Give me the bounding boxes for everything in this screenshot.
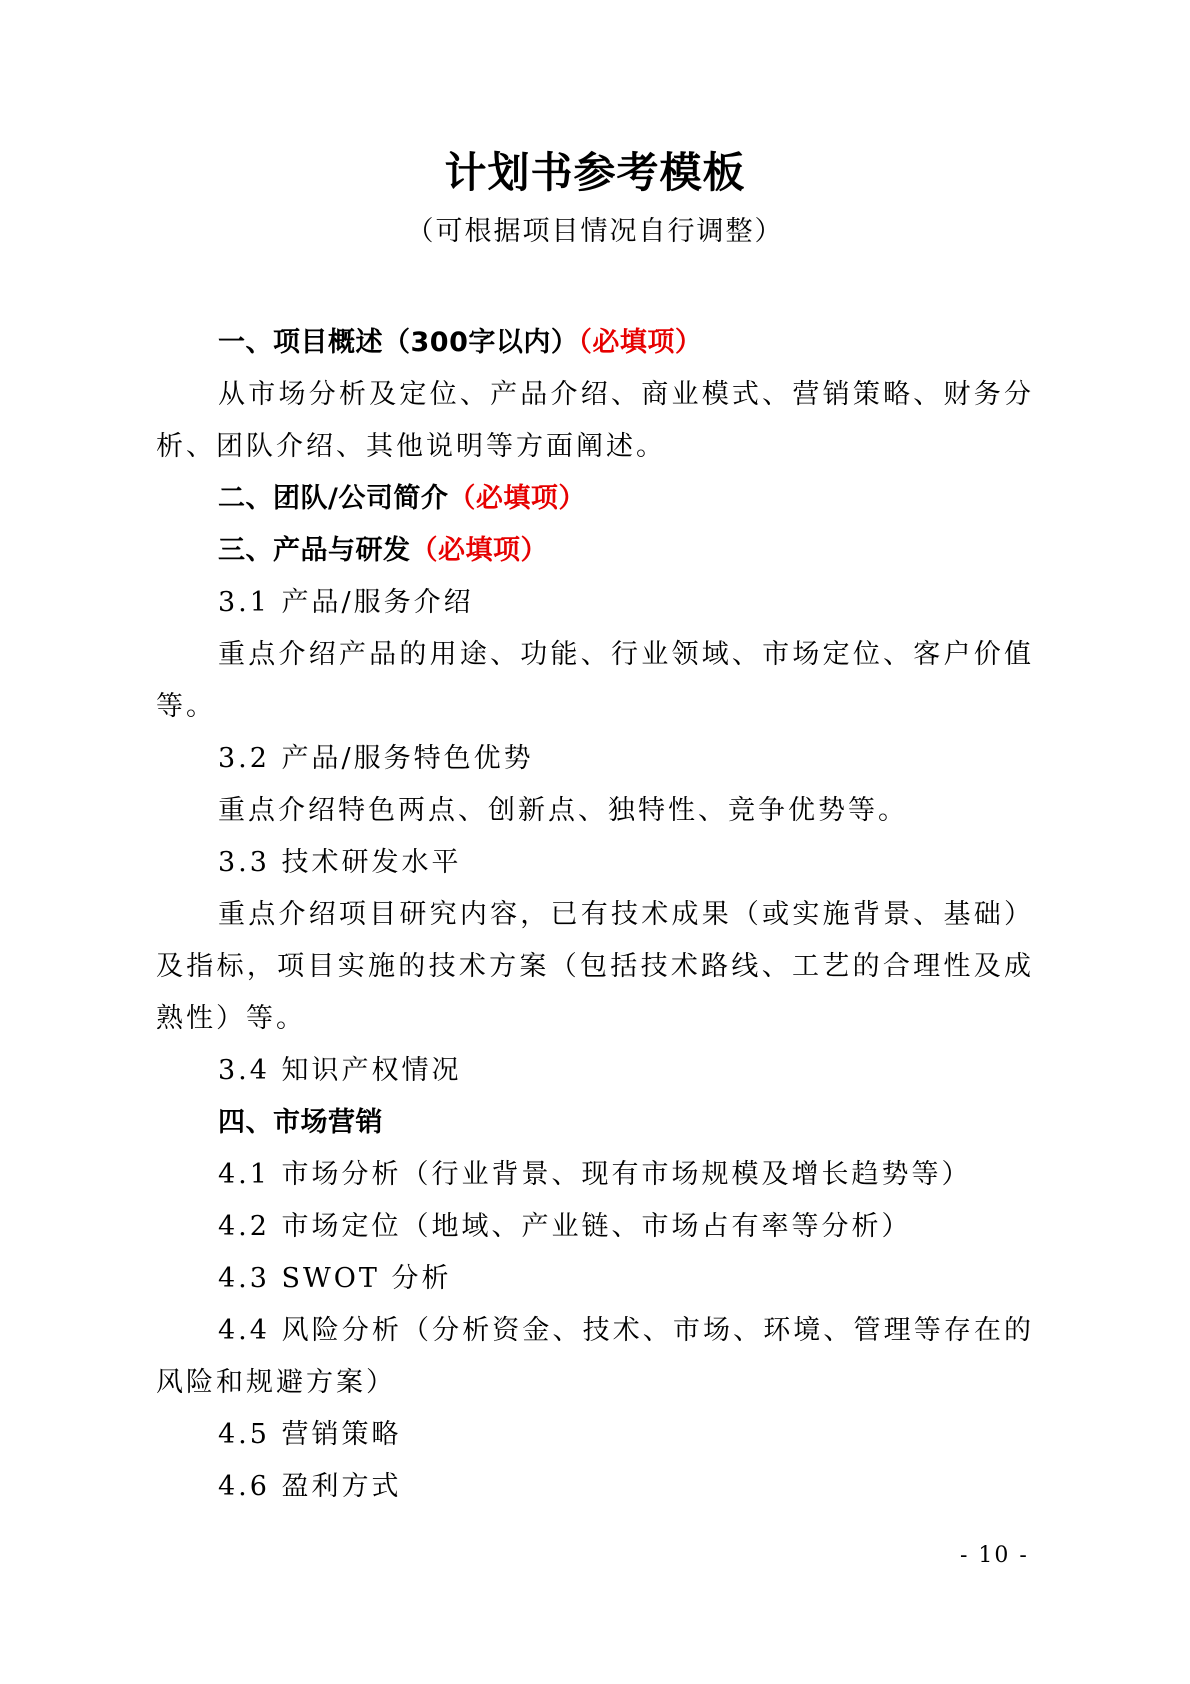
section-4-4-item: 4.4 风险分析（分析资金、技术、市场、环境、管理等存在的风险和规避方案） xyxy=(156,1315,1034,1398)
section-2-required-label: （必填项） xyxy=(448,483,586,514)
section-4-6-item: 4.6 盈利方式 xyxy=(218,1471,402,1502)
section-4-1-item: 4.1 市场分析（行业背景、现有市场规模及增长趋势等） xyxy=(218,1159,972,1190)
section-3-3-title: 3.3 技术研发水平 xyxy=(218,847,462,878)
section-2-title: 二、团队/公司简介 xyxy=(218,483,449,514)
document-title: 计划书参考模板 xyxy=(444,148,746,197)
section-3-1-text: 重点介绍产品的用途、功能、行业领域、市场定位、客户价值等。 xyxy=(156,639,1034,722)
page-number: - 10 - xyxy=(960,1543,1029,1568)
section-4-3-item: 4.3 SWOT 分析 xyxy=(218,1263,452,1294)
section-3-2-title: 3.2 产品/服务特色优势 xyxy=(218,743,534,774)
section-1-required-label: （必填项） xyxy=(578,327,703,358)
section-4-2-item: 4.2 市场定位（地域、产业链、市场占有率等分析） xyxy=(218,1211,912,1242)
section-3-4-title: 3.4 知识产权情况 xyxy=(218,1055,462,1086)
section-2-heading xyxy=(156,473,1034,525)
document-subtitle: （可根据项目情况自行调整） xyxy=(406,216,784,247)
section-1-title: 一、项目概述（300字以内） xyxy=(218,327,579,358)
section-3-required-label: （必填项） xyxy=(410,535,548,566)
section-4-heading: 四、市场营销 xyxy=(218,1107,383,1138)
section-1-text: 从市场分析及定位、产品介绍、商业模式、营销策略、财务分析、团队介绍、其他说明等方面阐述。 xyxy=(156,379,1034,462)
section-3-1-title: 3.1 产品/服务介绍 xyxy=(218,587,474,618)
document-body xyxy=(156,317,1034,1513)
section-1-heading xyxy=(156,317,1034,369)
section-3-title: 三、产品与研发 xyxy=(218,535,411,566)
section-4-5-item: 4.5 营销策略 xyxy=(218,1419,402,1450)
section-3-heading xyxy=(156,525,1034,577)
section-3-2-text: 重点介绍特色两点、创新点、独特性、竞争优势等。 xyxy=(218,795,908,826)
section-3-3-text: 重点介绍项目研究内容，已有技术成果（或实施背景、基础）及指标，项目实施的技术方案（包括技术路线、工艺的合理性及成熟性）等。 xyxy=(156,899,1034,1034)
